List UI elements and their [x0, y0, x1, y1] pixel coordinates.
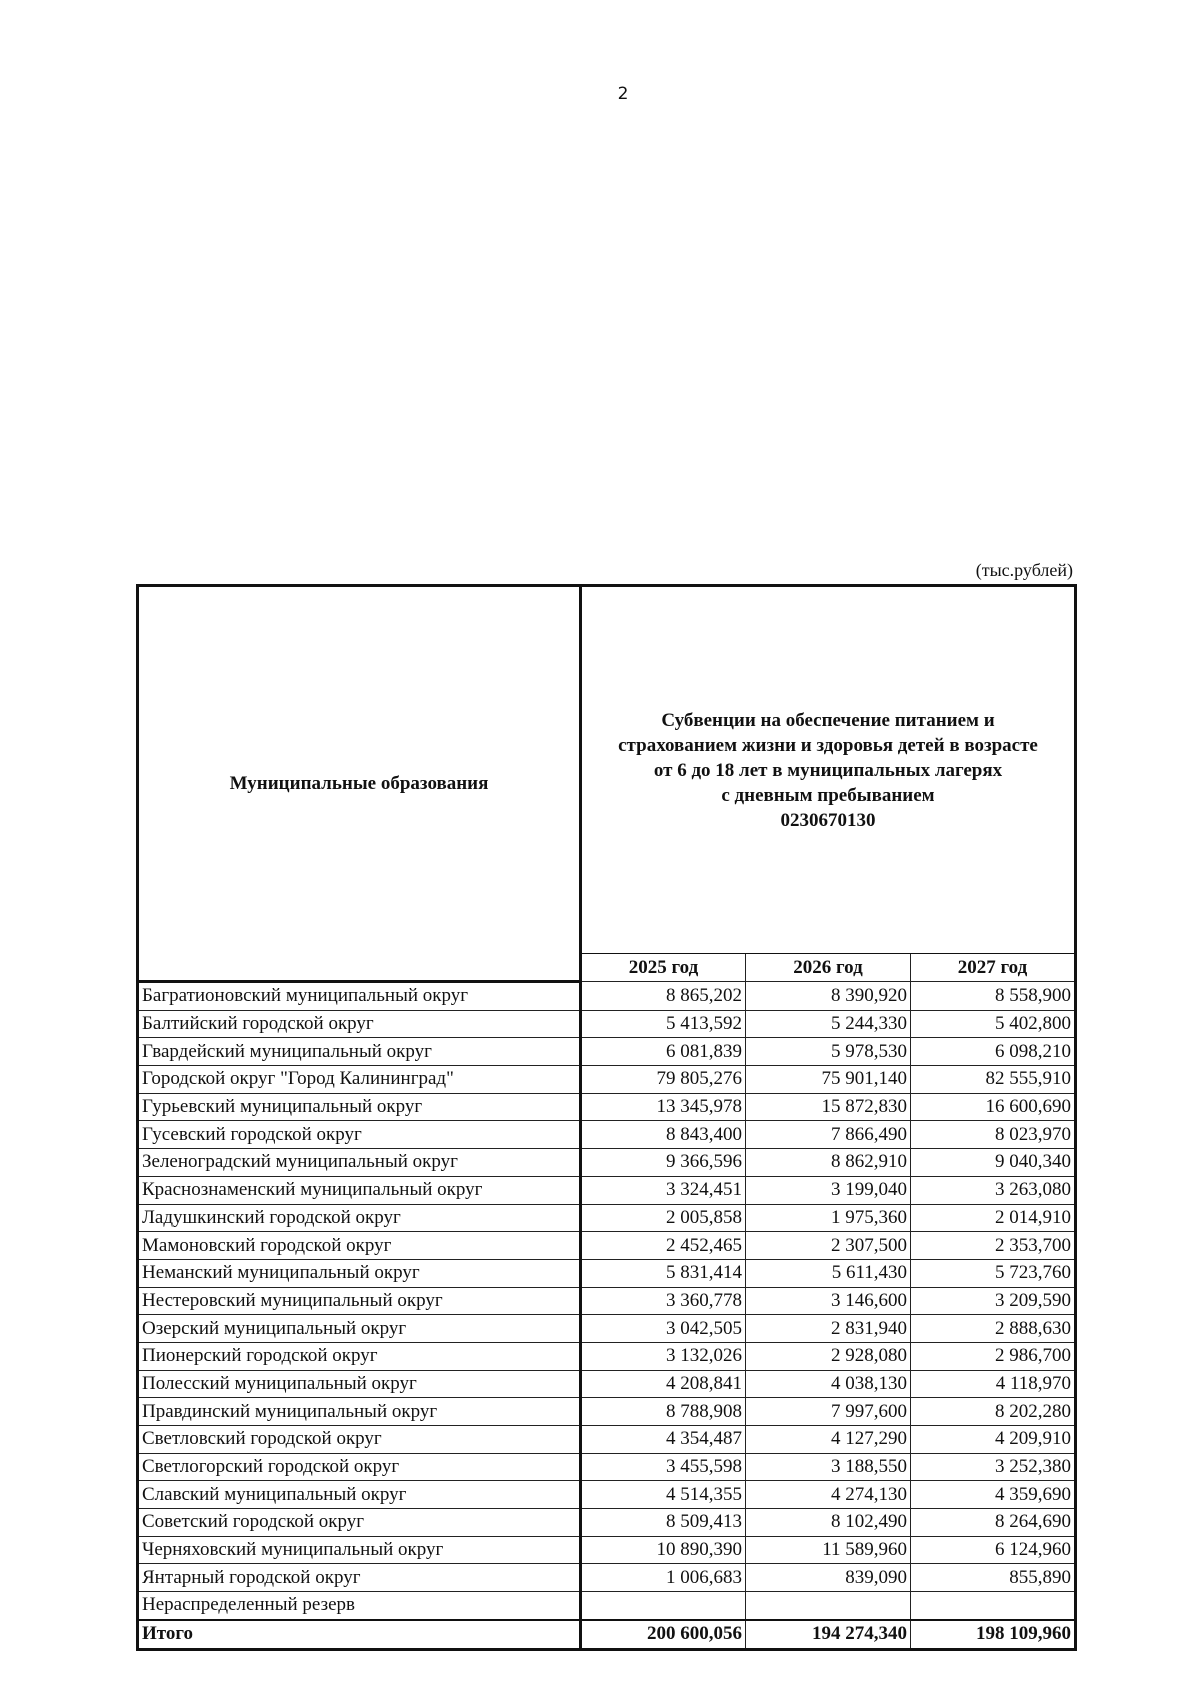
municipality-name: Янтарный городской округ [138, 1564, 581, 1592]
table-row [138, 1342, 1076, 1370]
table-row [138, 982, 1076, 1011]
municipality-name: Полесский муниципальный округ [138, 1370, 581, 1398]
value-2025: 8 509,413 [581, 1509, 746, 1537]
municipality-name: Славский муниципальный округ [138, 1481, 581, 1509]
table-row [138, 1398, 1076, 1426]
value-2027: 5 402,800 [911, 1010, 1076, 1038]
value-2027: 4 118,970 [911, 1370, 1076, 1398]
municipality-name: Неманский муниципальный округ [138, 1259, 581, 1287]
value-2025: 2 452,465 [581, 1232, 746, 1260]
municipality-name: Нераспределенный резерв [138, 1592, 581, 1620]
subvention-title-line: Субвенции на обеспечение питанием и [661, 709, 995, 731]
value-2026: 4 038,130 [746, 1370, 911, 1398]
value-2025: 4 208,841 [581, 1370, 746, 1398]
value-2026: 15 872,830 [746, 1093, 911, 1121]
value-2027: 8 023,970 [911, 1121, 1076, 1149]
value-2025: 5 831,414 [581, 1259, 746, 1287]
value-2025: 1 006,683 [581, 1564, 746, 1592]
table-row [138, 1232, 1076, 1260]
table-row [138, 1453, 1076, 1481]
value-2027: 8 558,900 [911, 982, 1076, 1011]
value-2027: 6 098,210 [911, 1038, 1076, 1066]
table-body [138, 982, 1076, 1650]
value-2026: 3 199,040 [746, 1176, 911, 1204]
value-2027: 8 202,280 [911, 1398, 1076, 1426]
municipality-name: Правдинский муниципальный округ [138, 1398, 581, 1426]
table-row [138, 1536, 1076, 1564]
table-row [138, 1204, 1076, 1232]
subvention-table [136, 584, 1077, 1651]
value-2027: 6 124,960 [911, 1536, 1076, 1564]
value-2026: 2 831,940 [746, 1315, 911, 1343]
municipality-name: Зеленоградский муниципальный округ [138, 1149, 581, 1177]
value-2027: 5 723,760 [911, 1259, 1076, 1287]
value-2025: 4 354,487 [581, 1426, 746, 1454]
value-2026: 839,090 [746, 1564, 911, 1592]
municipality-name: Советский городской округ [138, 1509, 581, 1537]
table-row [138, 1259, 1076, 1287]
value-2027: 4 359,690 [911, 1481, 1076, 1509]
value-2026: 75 901,140 [746, 1066, 911, 1094]
value-2026: 7 997,600 [746, 1398, 911, 1426]
table-row [138, 1481, 1076, 1509]
value-2026: 11 589,960 [746, 1536, 911, 1564]
value-2027: 198 109,960 [911, 1620, 1076, 1649]
value-2026: 3 188,550 [746, 1453, 911, 1481]
subvention-title-line: с дневным пребыванием [721, 784, 935, 806]
value-2025: 4 514,355 [581, 1481, 746, 1509]
value-2026 [746, 1592, 911, 1620]
subvention-title-line: страхованием жизни и здоровья детей в возрасте [618, 734, 1038, 756]
table-row [138, 1370, 1076, 1398]
value-2025: 8 865,202 [581, 982, 746, 1011]
value-2025: 200 600,056 [581, 1620, 746, 1649]
table-row [138, 1315, 1076, 1343]
municipality-name: Пионерский городской округ [138, 1342, 581, 1370]
value-2027: 2 014,910 [911, 1204, 1076, 1232]
value-2027: 3 209,590 [911, 1287, 1076, 1315]
total-row [138, 1620, 1076, 1649]
value-2025: 2 005,858 [581, 1204, 746, 1232]
value-2025 [581, 1592, 746, 1620]
municipality-name: Светловский городской округ [138, 1426, 581, 1454]
table-row [138, 1426, 1076, 1454]
units-label: (тыс.рублей) [975, 560, 1073, 580]
municipality-name: Мамоновский городской округ [138, 1232, 581, 1260]
value-2027: 16 600,690 [911, 1093, 1076, 1121]
year-header-2026: 2026 год [746, 954, 911, 982]
value-2026: 2 307,500 [746, 1232, 911, 1260]
value-2027 [911, 1592, 1076, 1620]
value-2027: 3 263,080 [911, 1176, 1076, 1204]
value-2026: 194 274,340 [746, 1620, 911, 1649]
value-2026: 2 928,080 [746, 1342, 911, 1370]
value-2027: 2 888,630 [911, 1315, 1076, 1343]
value-2025: 8 788,908 [581, 1398, 746, 1426]
value-2026: 1 975,360 [746, 1204, 911, 1232]
table-row [138, 1592, 1076, 1620]
value-2027: 855,890 [911, 1564, 1076, 1592]
table-row [138, 1121, 1076, 1149]
value-2027: 82 555,910 [911, 1066, 1076, 1094]
column-header-municipalities: Муниципальные образования [138, 586, 581, 982]
subvention-code: 0230670130 [780, 809, 876, 831]
value-2025: 79 805,276 [581, 1066, 746, 1094]
municipality-name: Краснознаменский муниципальный округ [138, 1176, 581, 1204]
table-row [138, 1066, 1076, 1094]
value-2027: 4 209,910 [911, 1426, 1076, 1454]
table-row [138, 1564, 1076, 1592]
value-2026: 4 274,130 [746, 1481, 911, 1509]
table-row [138, 1093, 1076, 1121]
municipality-name: Нестеровский муниципальный округ [138, 1287, 581, 1315]
value-2026: 8 862,910 [746, 1149, 911, 1177]
value-2027: 2 986,700 [911, 1342, 1076, 1370]
value-2026: 8 390,920 [746, 982, 911, 1011]
municipality-name: Гвардейский муниципальный округ [138, 1038, 581, 1066]
value-2026: 5 978,530 [746, 1038, 911, 1066]
header-row [138, 586, 1076, 954]
municipality-name: Балтийский городской округ [138, 1010, 581, 1038]
municipality-name: Итого [138, 1620, 581, 1649]
value-2026: 4 127,290 [746, 1426, 911, 1454]
municipality-name: Багратионовский муниципальный округ [138, 982, 581, 1011]
value-2026: 5 611,430 [746, 1259, 911, 1287]
column-header-subvention [581, 586, 1076, 954]
value-2025: 3 042,505 [581, 1315, 746, 1343]
subvention-title-line: от 6 до 18 лет в муниципальных лагерях [653, 759, 1003, 781]
year-header-2027: 2027 год [911, 954, 1076, 982]
municipality-name: Ладушкинский городской округ [138, 1204, 581, 1232]
table-row [138, 1287, 1076, 1315]
municipality-name: Светлогорский городской округ [138, 1453, 581, 1481]
page-number: 2 [617, 84, 629, 104]
value-2025: 3 360,778 [581, 1287, 746, 1315]
value-2026: 5 244,330 [746, 1010, 911, 1038]
value-2025: 13 345,978 [581, 1093, 746, 1121]
municipality-name: Гурьевский муниципальный округ [138, 1093, 581, 1121]
value-2026: 8 102,490 [746, 1509, 911, 1537]
value-2025: 3 324,451 [581, 1176, 746, 1204]
table-row [138, 1010, 1076, 1038]
value-2025: 9 366,596 [581, 1149, 746, 1177]
table-row [138, 1149, 1076, 1177]
municipality-name: Черняховский муниципальный округ [138, 1536, 581, 1564]
value-2025: 3 455,598 [581, 1453, 746, 1481]
value-2025: 10 890,390 [581, 1536, 746, 1564]
value-2027: 2 353,700 [911, 1232, 1076, 1260]
value-2025: 6 081,839 [581, 1038, 746, 1066]
value-2027: 8 264,690 [911, 1509, 1076, 1537]
municipality-name: Озерский муниципальный округ [138, 1315, 581, 1343]
year-header-2025: 2025 год [581, 954, 746, 982]
value-2025: 8 843,400 [581, 1121, 746, 1149]
value-2027: 3 252,380 [911, 1453, 1076, 1481]
table-row [138, 1509, 1076, 1537]
table-row [138, 1176, 1076, 1204]
table-row [138, 1038, 1076, 1066]
municipality-name: Гусевский городской округ [138, 1121, 581, 1149]
value-2026: 3 146,600 [746, 1287, 911, 1315]
value-2025: 3 132,026 [581, 1342, 746, 1370]
value-2027: 9 040,340 [911, 1149, 1076, 1177]
municipality-name: Городской округ "Город Калининград" [138, 1066, 581, 1094]
value-2025: 5 413,592 [581, 1010, 746, 1038]
value-2026: 7 866,490 [746, 1121, 911, 1149]
